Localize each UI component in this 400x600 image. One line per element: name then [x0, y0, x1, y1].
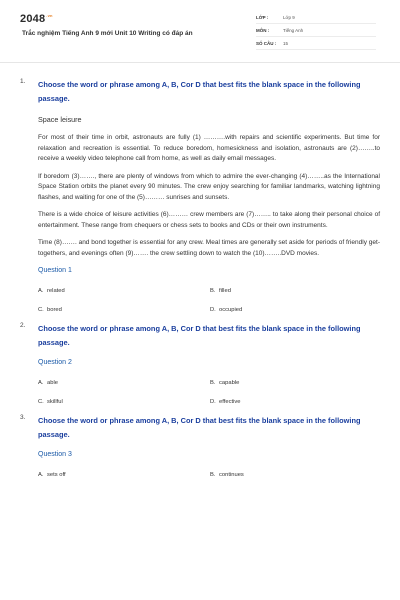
question-instruction: Choose the word or phrase among A, B, Cor D that best fits the blank space in the following passage. [38, 324, 361, 347]
meta-row-subject [256, 25, 376, 37]
option-text: related [47, 288, 65, 294]
answer-option-b[interactable] [210, 288, 382, 294]
site-logo[interactable] [20, 13, 53, 25]
meta-value: Tiếng Anh [283, 28, 304, 33]
option-text: capable [219, 380, 240, 386]
page-header [0, 0, 400, 63]
meta-value: Lớp 9 [283, 15, 295, 20]
answer-options [38, 472, 380, 478]
option-text: bored [47, 307, 62, 313]
option-letter: A. [38, 472, 44, 478]
meta-key: LỚP : [256, 15, 269, 20]
meta-table [256, 12, 376, 51]
passage-title: Space leisure [38, 115, 82, 124]
option-text: continues [219, 472, 244, 478]
question-number: 3. [20, 414, 26, 421]
meta-value: 15 [283, 41, 289, 46]
option-letter: B. [210, 288, 216, 294]
passage-paragraph: If boredom (3)……., there are plenty of windows from which to admire the ever-changing (4)……..as the International Space Station orbits the planet every 90 minutes. The crew enjoy searching for familiar landmarks, watching lightning flashes, and waiting for one of the (5)……… sunrises and sunsets. [38, 172, 380, 201]
quiz-content [20, 78, 380, 487]
passage-paragraph: For most of their time in orbit, astronauts are fully (1) ……….with repairs and scientific experiments. But time for relaxation and recreation is essential. To reduce boredom, homesickness and isolation, astronauts are (2)……..to receive a weekly video telephone call from home, as well as daily email messages. [38, 134, 380, 162]
logo-text: 2048 [20, 13, 46, 25]
option-letter: B. [210, 472, 216, 478]
option-text: sets off [47, 472, 66, 478]
question-number: 1. [20, 78, 26, 85]
option-text: effective [219, 399, 241, 405]
passage-paragraph: Time (8)……. and bond together is essential for any crew. Meal times are generally set aside for periods of friendly get-togethers, and evenings often (9)……. the crew settling down to watch the (10)……..DVD movies. [38, 239, 380, 257]
option-letter: D. [210, 399, 216, 405]
meta-key: MÔN : [256, 28, 270, 33]
answer-option-b[interactable] [210, 472, 382, 478]
question-label: Question 1 [38, 267, 72, 274]
answer-option-c[interactable] [38, 307, 210, 313]
option-letter: D. [210, 307, 216, 313]
question-label: Question 2 [38, 359, 72, 366]
question-label: Question 3 [38, 451, 72, 458]
option-letter: C. [38, 307, 44, 313]
question-instruction: Choose the word or phrase among A, B, Cor D that best fits the blank space in the following passage. [38, 80, 361, 103]
option-text: able [47, 380, 58, 386]
answer-option-d[interactable] [210, 399, 382, 405]
option-text: occupied [219, 307, 243, 313]
meta-key: SỐ CÂU : [256, 41, 277, 46]
answer-option-c[interactable] [38, 399, 210, 405]
option-letter: A. [38, 380, 44, 386]
question-instruction: Choose the word or phrase among A, B, Cor D that best fits the blank space in the following passage. [38, 416, 361, 439]
logo-domain: .vn [46, 13, 53, 18]
meta-row-class [256, 12, 376, 24]
question-number: 2. [20, 322, 26, 329]
meta-row-count [256, 38, 376, 50]
passage-paragraph: There is a wide choice of leisure activities (6)……… crew members are (7)…….. to take along their personal choice of entertainment. These range from chequers or chess sets to books and CDs or their own instruments. [38, 211, 380, 229]
document-title: Trắc nghiệm Tiếng Anh 9 mới Unit 10 Writing có đáp án [22, 30, 193, 37]
option-letter: B. [210, 380, 216, 386]
option-letter: A. [38, 288, 44, 294]
question-block-1 [20, 78, 380, 313]
answer-option-a[interactable] [38, 472, 210, 478]
answer-option-a[interactable] [38, 288, 210, 294]
option-text: skillful [47, 399, 63, 405]
question-block-2 [20, 322, 380, 405]
question-block-3 [20, 414, 380, 478]
option-text: filled [219, 288, 231, 294]
answer-options [38, 288, 380, 313]
answer-option-a[interactable] [38, 380, 210, 386]
answer-option-d[interactable] [210, 307, 382, 313]
answer-options [38, 380, 380, 405]
option-letter: C. [38, 399, 44, 405]
answer-option-b[interactable] [210, 380, 382, 386]
